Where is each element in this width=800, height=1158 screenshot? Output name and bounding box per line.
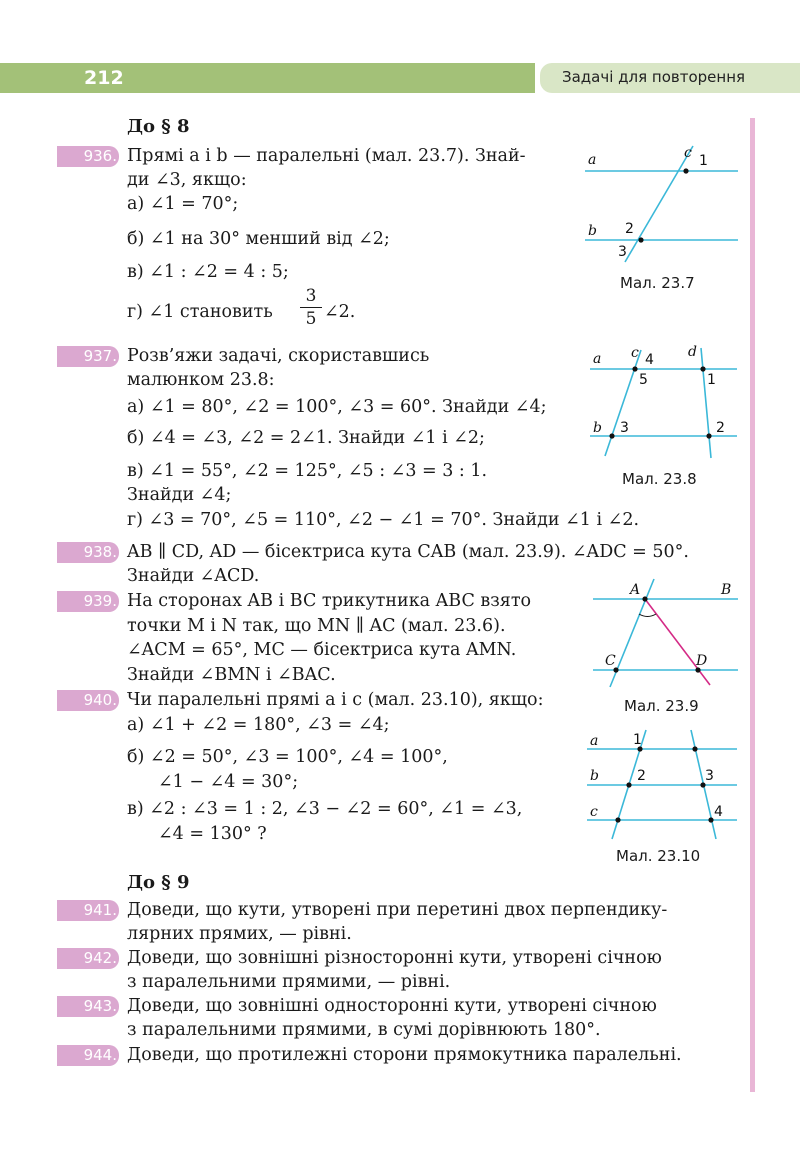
problem-option: б) ∠1 на 30° менший від ∠2; xyxy=(127,229,390,249)
label-a: a xyxy=(588,152,597,168)
figure-caption: Мал. 23.10 xyxy=(616,847,701,865)
problem-text: Доведи, що протилежні сторони прямокутника паралельні. xyxy=(127,1045,682,1065)
angle-label-2: 2 xyxy=(625,221,634,237)
problem-number: 942. xyxy=(57,948,119,969)
angle-label-1: 1 xyxy=(633,732,642,748)
problem-option: а) ∠1 = 80°, ∠2 = 100°, ∠3 = 60°. Знайди ∠4; xyxy=(127,397,547,417)
problem-option: в) ∠1 : ∠2 = 4 : 5; xyxy=(127,262,289,282)
intersection-point xyxy=(615,817,620,822)
intersection-point xyxy=(700,366,705,371)
figure-caption: Мал. 23.8 xyxy=(622,470,697,488)
angle-label-2: 2 xyxy=(637,768,646,784)
problem-text: Розв’яжи задачі, скориставшись xyxy=(127,346,430,366)
problem-text: ∠ACM = 65°, MC — бісектриса кута AMN. xyxy=(127,640,517,660)
intersection-point xyxy=(609,433,614,438)
label-D: D xyxy=(696,653,708,669)
label-a: a xyxy=(590,733,599,749)
figure-23-7 xyxy=(580,140,750,270)
intersection-point xyxy=(708,817,713,822)
section-heading-9: До § 9 xyxy=(127,872,190,893)
label-a: a xyxy=(593,351,602,367)
angle-label-3: 3 xyxy=(705,768,714,784)
fraction-numerator: 3 xyxy=(300,285,322,308)
label-b: b xyxy=(590,768,599,784)
page-title: Задачі для повторення xyxy=(562,68,746,86)
label-A: A xyxy=(630,582,641,598)
angle-arc xyxy=(639,614,656,616)
intersection-point xyxy=(626,782,631,787)
problem-text: Знайди ∠ACD. xyxy=(127,566,260,586)
angle-label-3: 3 xyxy=(620,420,629,436)
label-d: d xyxy=(688,344,697,360)
problem-text: з паралельними прямими, — рівні. xyxy=(127,972,451,992)
label-B: B xyxy=(721,582,732,598)
angle-label-1: 1 xyxy=(699,153,708,169)
fraction xyxy=(300,285,322,330)
intersection-point xyxy=(638,237,643,242)
problem-text: ди ∠3, якщо: xyxy=(127,170,247,190)
angle-label-4: 4 xyxy=(714,804,723,820)
line-d xyxy=(701,348,711,458)
point-a xyxy=(642,596,647,601)
problem-text: Чи паралельні прямі a і c (мал. 23.10), якщо: xyxy=(127,690,544,710)
intersection-point xyxy=(706,433,711,438)
problem-text: Доведи, що зовнішні різносторонні кути, утворені січною xyxy=(127,948,662,968)
header-bar xyxy=(0,63,535,93)
problem-text: AB ∥ CD, AD — бісектриса кута CAB (мал. 23.9). ∠ADC = 50°. xyxy=(127,542,689,562)
problem-text: з паралельними прямими, в сумі дорівнюють 180°. xyxy=(127,1020,601,1040)
figure-23-8 xyxy=(585,340,755,465)
figure-caption: Мал. 23.7 xyxy=(620,274,695,292)
label-c: c xyxy=(590,804,598,820)
problem-option: ∠4 = 130° ? xyxy=(158,824,267,844)
problem-option: а) ∠1 + ∠2 = 180°, ∠3 = ∠4; xyxy=(127,715,390,735)
problem-option: Знайди ∠4; xyxy=(127,485,232,505)
problem-option: ∠1 − ∠4 = 30°; xyxy=(158,772,299,792)
problem-option: ∠2. xyxy=(324,302,356,322)
figure-caption: Мал. 23.9 xyxy=(624,697,699,715)
angle-label-3: 3 xyxy=(618,244,627,260)
problem-number: 943. xyxy=(57,996,119,1017)
header-title-tab xyxy=(540,63,800,93)
problem-text: точки M і N так, що MN ∥ AC (мал. 23.6). xyxy=(127,616,506,636)
problem-number: 941. xyxy=(57,900,119,921)
page-header xyxy=(0,63,800,93)
problem-text: лярних прямих, — рівні. xyxy=(127,924,352,944)
line-c xyxy=(605,350,641,456)
angle-label-5: 5 xyxy=(639,372,648,388)
problem-number: 938. xyxy=(57,542,119,563)
fraction-denominator: 5 xyxy=(305,309,317,329)
bisector-ad xyxy=(645,599,710,685)
page-number: 212 xyxy=(84,67,124,89)
section-heading-8: До § 8 xyxy=(127,116,190,137)
figure-23-9 xyxy=(588,575,748,693)
problem-text: Прямі a і b — паралельні (мал. 23.7). Знай- xyxy=(127,146,526,166)
intersection-point xyxy=(632,366,637,371)
problem-text: Знайди ∠BMN і ∠BAC. xyxy=(127,665,336,685)
problem-text: На сторонах AB і BC трикутника ABC взято xyxy=(127,591,532,611)
problem-option: г) ∠1 становить xyxy=(127,302,273,322)
problem-number: 944. xyxy=(57,1045,119,1066)
angle-label-2: 2 xyxy=(716,420,725,436)
intersection-point xyxy=(692,746,697,751)
label-C: C xyxy=(605,653,616,669)
angle-label-1: 1 xyxy=(707,372,716,388)
problem-option: в) ∠1 = 55°, ∠2 = 125°, ∠5 : ∠3 = 3 : 1. xyxy=(127,461,488,481)
figure-23-10 xyxy=(582,725,750,845)
label-c: c xyxy=(684,145,692,161)
problem-number: 936. xyxy=(57,146,119,167)
problem-number: 939. xyxy=(57,591,119,612)
problem-option: б) ∠4 = ∠3, ∠2 = 2∠1. Знайди ∠1 і ∠2; xyxy=(127,428,485,448)
problem-option: б) ∠2 = 50°, ∠3 = 100°, ∠4 = 100°, xyxy=(127,747,448,767)
label-b: b xyxy=(593,420,602,436)
margin-bar xyxy=(750,118,755,1092)
label-b: b xyxy=(588,223,597,239)
problem-option: а) ∠1 = 70°; xyxy=(127,194,239,214)
line-c xyxy=(625,146,693,262)
problem-number: 940. xyxy=(57,690,119,711)
problem-text: малюнком 23.8: xyxy=(127,370,275,390)
problem-option: г) ∠3 = 70°, ∠5 = 110°, ∠2 − ∠1 = 70°. Знайди ∠1 і ∠2. xyxy=(127,510,640,530)
problem-option: в) ∠2 : ∠3 = 1 : 2, ∠3 − ∠2 = 60°, ∠1 = ∠3, xyxy=(127,799,523,819)
label-c: c xyxy=(631,345,639,361)
intersection-point xyxy=(683,168,688,173)
problem-number: 937. xyxy=(57,346,119,367)
problem-text: Доведи, що кути, утворені при перетині двох перпендику- xyxy=(127,900,668,920)
angle-label-4: 4 xyxy=(645,352,654,368)
problem-text: Доведи, що зовнішні односторонні кути, утворені січною xyxy=(127,996,657,1016)
